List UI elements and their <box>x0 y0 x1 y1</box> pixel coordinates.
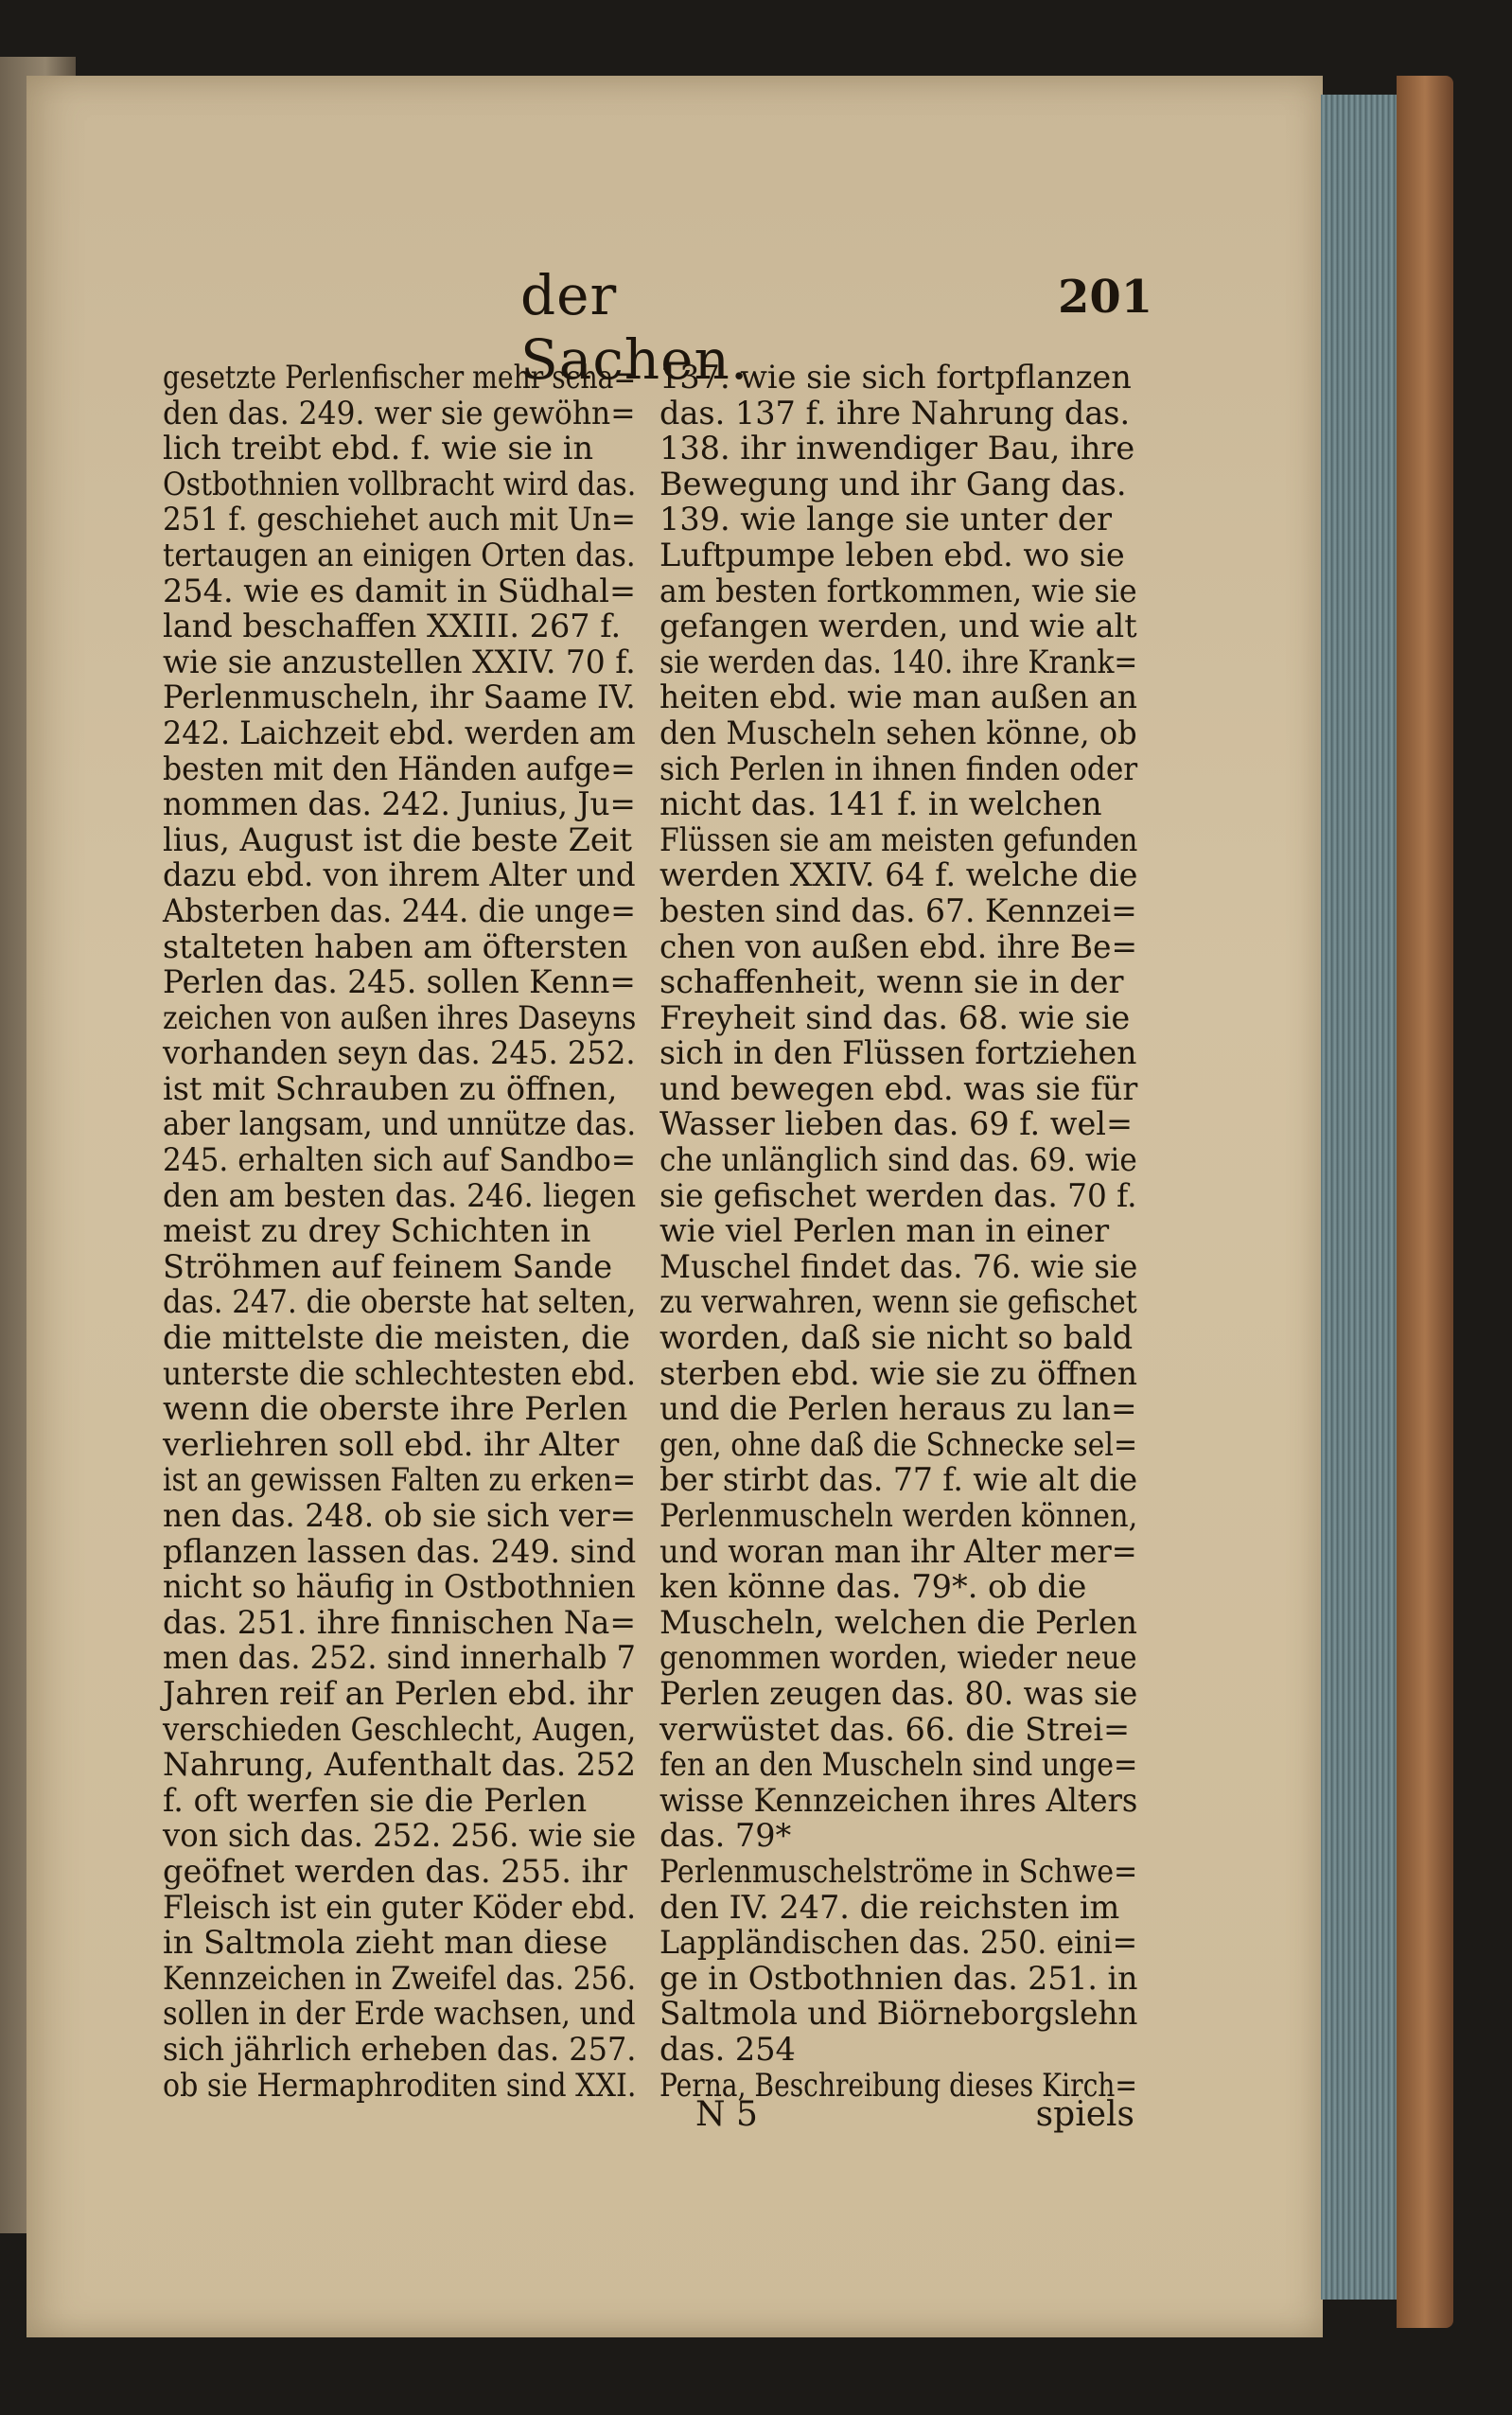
index-line: Perna, Beschreibung dieses Kirch= <box>659 2066 1137 2104</box>
index-line: chen von außen ebd. ihre Be= <box>659 927 1137 965</box>
index-line: und die Perlen heraus zu lan= <box>659 1390 1137 1428</box>
index-line: das. 137 f. ihre Nahrung das. <box>659 394 1131 432</box>
index-line: land beschaffen XXIII. 267 f. <box>163 608 622 645</box>
index-line: Fleisch ist ein guter Köder ebd. <box>163 1888 637 1926</box>
index-line: 138. ihr inwendiger Bau, ihre <box>659 430 1135 467</box>
index-line: tertaugen an einigen Orten das. <box>163 536 636 573</box>
index-line: Muschel findet das. 76. wie sie <box>659 1247 1138 1285</box>
index-line: Freyheit sind das. 68. wie sie <box>659 998 1131 1036</box>
index-line: f. oft werfen sie die Perlen <box>163 1781 588 1819</box>
index-line: das. 79* <box>659 1817 792 1855</box>
index-line: das. 247. die oberste hat selten, <box>163 1283 637 1321</box>
index-line: nommen das. 242. Junius, Ju= <box>163 785 636 823</box>
running-head: der Sachen. <box>520 263 749 392</box>
index-line: Muscheln, welchen die Perlen <box>659 1603 1138 1641</box>
index-line: zeichen von außen ihres Daseyns <box>163 998 637 1036</box>
index-line: ist an gewissen Falten zu erken= <box>163 1461 636 1499</box>
index-line: den am besten das. 246. liegen <box>163 1176 637 1214</box>
right-column <box>659 360 1137 2103</box>
index-line: wisse Kennzeichen ihres Alters <box>659 1781 1138 1819</box>
index-line: ber stirbt das. 77 f. wie alt die <box>659 1461 1138 1499</box>
index-line: Bewegung und ihr Gang das. <box>659 465 1127 502</box>
index-line: wie viel Perlen man in einer <box>659 1212 1110 1250</box>
index-line: 139. wie lange sie unter der <box>659 501 1113 538</box>
index-line: genommen worden, wieder neue <box>659 1639 1137 1677</box>
index-line: die mittelste die meisten, die <box>163 1319 630 1357</box>
index-line: dazu ebd. von ihrem Alter und <box>163 856 636 894</box>
page-footer <box>695 2095 1150 2133</box>
index-line: Perlen zeugen das. 80. was sie <box>659 1674 1138 1712</box>
index-line: den IV. 247. die reichsten im <box>659 1888 1120 1926</box>
left-column <box>163 360 636 2103</box>
index-line: das. 251. ihre finnischen Na= <box>163 1603 637 1641</box>
index-line: geöfnet werden das. 255. ihr <box>163 1852 627 1890</box>
index-line: sterben ebd. wie sie zu öffnen <box>659 1354 1138 1392</box>
index-line: sie gefischet werden das. 70 f. <box>659 1176 1137 1214</box>
index-line: gefangen werden, und wie alt <box>659 608 1137 645</box>
index-line: ge in Ostbothnien das. 251. in <box>659 1959 1138 1997</box>
index-line: Saltmola und Biörneborgslehn <box>659 1995 1138 2033</box>
index-line: heiten ebd. wie man außen an <box>659 679 1137 716</box>
index-line: und bewegen ebd. was sie für <box>659 1069 1138 1107</box>
index-line: Wasser lieben das. 69 f. wel= <box>659 1105 1134 1143</box>
index-line: wenn die oberste ihre Perlen <box>163 1390 628 1428</box>
index-line: ken könne das. 79*. ob die <box>659 1568 1087 1606</box>
index-line: von sich das. 252. 256. wie sie <box>163 1817 637 1855</box>
signature-mark: N 5 <box>695 2095 758 2134</box>
index-line: am besten fortkommen, wie sie <box>659 572 1137 609</box>
index-line: in Saltmola zieht man diese <box>163 1924 608 1962</box>
index-line: Nahrung, Aufenthalt das. 252 <box>163 1746 637 1784</box>
index-line: den das. 249. wer sie gewöhn= <box>163 394 636 432</box>
index-line: besten sind das. 67. Kennzei= <box>659 891 1137 929</box>
index-line: vorhanden seyn das. 245. 252. <box>163 1034 636 1072</box>
index-line: Lappländischen das. 250. eini= <box>659 1924 1138 1962</box>
index-line: 245. erhalten sich auf Sandbo= <box>163 1141 636 1179</box>
index-line: das. 254 <box>659 2030 796 2068</box>
index-line: wie sie anzustellen XXIV. 70 f. <box>163 643 636 680</box>
index-line: nen das. 248. ob sie sich ver= <box>163 1497 637 1534</box>
index-line: Luftpumpe leben ebd. wo sie <box>659 536 1125 573</box>
index-line: Ostbothnien vollbracht wird das. <box>163 465 637 502</box>
index-line: Absterben das. 244. die unge= <box>163 891 636 929</box>
index-line: nicht das. 141 f. in welchen <box>659 785 1102 823</box>
index-line: werden XXIV. 64 f. welche die <box>659 856 1138 894</box>
catchword: spiels <box>1035 2095 1134 2134</box>
index-line: verwüstet das. 66. die Strei= <box>659 1710 1131 1748</box>
index-line: sich jährlich erheben das. 257. <box>163 2030 637 2068</box>
index-line: verschieden Geschlecht, Augen, <box>163 1710 637 1748</box>
index-line: ob sie Hermaphroditen sind XXI. <box>163 2066 637 2104</box>
index-line: meist zu drey Schichten in <box>163 1212 591 1250</box>
index-line: und woran man ihr Alter mer= <box>659 1532 1137 1570</box>
index-line: sie werden das. 140. ihre Krank= <box>659 643 1138 680</box>
index-line: gesetzte Perlenfischer mehr scha= <box>163 359 637 396</box>
index-line: pflanzen lassen das. 249. sind <box>163 1532 637 1570</box>
index-line: ist mit Schrauben zu öffnen, <box>163 1069 618 1107</box>
index-line: verliehren soll ebd. ihr Alter <box>163 1425 620 1463</box>
index-line: 254. wie es damit in Südhal= <box>163 572 637 609</box>
index-line: sollen in der Erde wachsen, und <box>163 1995 636 2033</box>
index-line: nicht so häufig in Ostbothnien <box>163 1568 636 1606</box>
index-line: aber langsam, und unnütze das. <box>163 1105 637 1143</box>
index-line: stalteten haben am öftersten <box>163 927 628 965</box>
index-line: Flüssen sie am meisten gefunden <box>659 820 1138 858</box>
index-line: Kennzeichen in Zweifel das. 256. <box>163 1959 637 1997</box>
index-line: lich treibt ebd. f. wie sie in <box>163 430 594 467</box>
page-fore-edge <box>1321 95 1397 2300</box>
index-line: Perlen das. 245. sollen Kenn= <box>163 963 636 1001</box>
index-line: men das. 252. sind innerhalb 7 <box>163 1639 636 1677</box>
index-line: sich in den Flüssen fortziehen <box>659 1034 1137 1072</box>
index-line: zu verwahren, wenn sie gefischet <box>659 1283 1137 1321</box>
index-line: lius, August ist die beste Zeit <box>163 820 632 858</box>
index-line: schaffenheit, wenn sie in der <box>659 963 1124 1001</box>
page-number: 201 <box>1058 271 1153 324</box>
index-line: fen an den Muscheln sind unge= <box>659 1746 1138 1784</box>
index-line: unterste die schlechtesten ebd. <box>163 1354 636 1392</box>
index-line: sich Perlen in ihnen finden oder <box>659 749 1138 787</box>
index-line: 251 f. geschiehet auch mit Un= <box>163 501 636 538</box>
index-line: Perlenmuschelströme in Schwe= <box>659 1852 1138 1890</box>
book-cover-edge <box>1397 76 1453 2328</box>
index-line: 137. wie sie sich fortpflanzen <box>659 359 1132 396</box>
index-line: worden, daß sie nicht so bald <box>659 1319 1134 1357</box>
index-line: Ströhmen auf feinem Sande <box>163 1247 613 1285</box>
index-line: den Muscheln sehen könne, ob <box>659 714 1137 751</box>
index-line: gen, ohne daß die Schnecke sel= <box>659 1425 1138 1463</box>
index-line: Jahren reif an Perlen ebd. ihr <box>163 1674 633 1712</box>
index-line: che unlänglich sind das. 69. wie <box>659 1141 1137 1179</box>
index-line: Perlenmuscheln werden können, <box>659 1497 1138 1534</box>
index-line: Perlenmuscheln, ihr Saame IV. <box>163 679 636 716</box>
index-line: besten mit den Händen aufge= <box>163 749 636 787</box>
index-line: 242. Laichzeit ebd. werden am <box>163 714 636 751</box>
